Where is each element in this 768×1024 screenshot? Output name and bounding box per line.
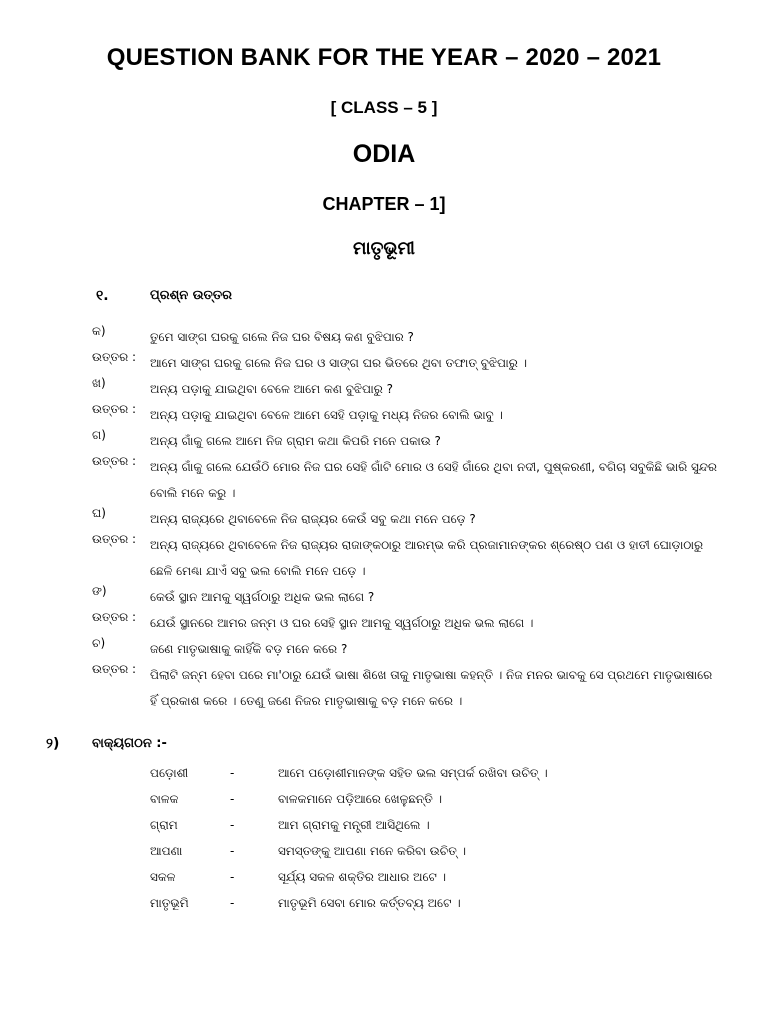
example-sentence: ସମସ୍ତଙ୍କୁ ଆପଣା ମନେ କରିବା ଉଚିତ୍ ।	[278, 844, 467, 858]
vocab-word: ଗ୍ରାମ	[150, 818, 178, 832]
question-label: ଗ)	[92, 428, 106, 442]
separator-dash: -	[230, 896, 235, 910]
sentence-row	[0, 818, 768, 844]
example-sentence: ମାତୃଭୂମି ସେବା ମୋର କର୍ତ୍ତବ୍ୟ ଅଟେ ।	[278, 896, 461, 910]
sentence-row	[0, 896, 768, 922]
answer-text: ଅନ୍ୟ ଗାଁକୁ ଗଲେ ଯେଉଁଠି ମୋର ନିଜ ଘର ସେହି ଗାଁଟି ମୋର ଓ ସେହି ଗାଁରେ ଥିବା ନଦୀ, ପୁଷ୍କରଣୀ, ବଗିଚା ସବୁକିଛି ଭାରି ସୁନ୍ଦର ବୋଲି ମନେ କରୁ ।	[150, 460, 718, 500]
sentence-row	[0, 766, 768, 792]
example-sentence: ବାଳକମାନେ ପଡ଼ିଆରେ ଖେଳୁଛନ୍ତି ।	[278, 792, 442, 806]
separator-dash: -	[230, 818, 235, 832]
answer-label: ଉତ୍ତର :	[92, 402, 137, 416]
question-text: ତୁମେ ସାଙ୍ଗ ଘରକୁ ଗଲେ ନିଜ ଘର ବିଷୟ କଣ ବୁଝିପାର ?	[150, 330, 414, 344]
answer-text: ଯେଉଁ ସ୍ଥାନରେ ଆମର ଜନ୍ମ ଓ ଘର ସେହି ସ୍ଥାନ ଆମକୁ ସ୍ୱର୍ଗଠାରୁ ଅଧିକ ଭଲ ଲାଗେ ।	[150, 616, 534, 630]
answer-label: ଉତ୍ତର :	[92, 454, 137, 468]
answer-text: ଆମେ ସାଙ୍ଗ ଘରକୁ ଗଲେ ନିଜ ଘର ଓ ସାଙ୍ଗ ଘର ଭିତରେ ଥିବା ତଫାତ୍ ବୁଝିପାରୁ ।	[150, 356, 528, 370]
section-2-number: ୨)	[46, 736, 60, 752]
question-label: କ)	[92, 324, 106, 338]
answer-label: ଉତ୍ତର :	[92, 610, 137, 624]
separator-dash: -	[230, 870, 235, 884]
separator-dash: -	[230, 766, 235, 780]
example-sentence: ଆମେ ପଡ଼ୋଶୀମାନଙ୍କ ସହିତ ଭଲ ସମ୍ପର୍କ ରଖିବା ଉଚିତ୍ ।	[278, 766, 548, 780]
question-label: ଖ)	[92, 376, 106, 390]
subject-heading: ODIA	[352, 140, 416, 168]
separator-dash: -	[230, 792, 235, 806]
answer-text: ଅନ୍ୟ ପଡ଼ାକୁ ଯାଇଥିବା ବେଳେ ଆମେ ସେହି ପଡ଼ାକୁ ମଧ୍ୟ ନିଜର ବୋଲି ଭାବୁ ।	[150, 408, 503, 422]
answer-label: ଉତ୍ତର :	[92, 532, 137, 546]
sentence-row	[0, 844, 768, 870]
question-label: ଙ)	[92, 584, 107, 598]
question-text: ଅନ୍ୟ ଗାଁକୁ ଗଲେ ଆମେ ନିଜ ଗ୍ରାମ କଥା କିପରି ମନେ ପକାଉ ?	[150, 434, 441, 448]
section-1-title: ପ୍ରଶ୍ନ ଉତ୍ତର	[150, 288, 232, 303]
sentence-row	[0, 792, 768, 818]
example-sentence: ଆମ ଗ୍ରାମକୁ ମନ୍ତ୍ରୀ ଆସିଥିଲେ ।	[278, 818, 430, 832]
lesson-title: ମାତୃଭୂମୀ	[353, 238, 415, 259]
question-label: ଘ)	[92, 506, 106, 520]
document-title: QUESTION BANK FOR THE YEAR – 2020 – 2021	[106, 44, 662, 71]
question-text: କେଉଁ ସ୍ଥାନ ଆମକୁ ସ୍ୱର୍ଗଠାରୁ ଅଧିକ ଭଲ ଲାଗେ ?	[150, 590, 375, 604]
vocab-word: ମାତୃଭୂମି	[150, 896, 189, 910]
section-2-title: ବାକ୍ୟଗଠନ :-	[92, 736, 167, 751]
example-sentence: ସୂର୍ଯ୍ୟ ସକଳ ଶକ୍ତିର ଆଧାର ଅଟେ ।	[278, 870, 447, 884]
answer-label: ଉତ୍ତର :	[92, 662, 137, 676]
question-text: ଜଣେ ମାତୃଭାଷାକୁ କାହିଁକି ବଡ଼ ମନେ କରେ ?	[150, 642, 348, 656]
question-text: ଅନ୍ୟ ପଡ଼ାକୁ ଯାଇଥିବା ବେଳେ ଆମେ କଣ ବୁଝିପାରୁ ?	[150, 382, 394, 396]
answer-text: ଅନ୍ୟ ରାଜ୍ୟରେ ଥିବାବେଳେ ନିଜ ରାଜ୍ୟର ରାଜାଙ୍କଠାରୁ ଆରମ୍ଭ କରି ପ୍ରଜାମାନଙ୍କର ଶ୍ରେଷ୍ଠ ପଣ ଓ ହାତୀ ଘୋଡ଼ାଠାରୁ ଛେଳି ମେଣ୍ଢା ଯାଏଁ ସବୁ ଭଲ ବୋଲି ମନେ ପଡ଼େ ।	[150, 538, 704, 578]
question-label: ଚ)	[92, 636, 106, 650]
separator-dash: -	[230, 844, 235, 858]
question-text: ଅନ୍ୟ ରାଜ୍ୟରେ ଥିବାବେଳେ ନିଜ ରାଜ୍ୟର କେଉଁ ସବୁ କଥା ମନେ ପଡ଼େ ?	[150, 512, 476, 526]
answer-text: ପିଲାଟି ଜନ୍ମ ହେବା ପରେ ମା'ଠାରୁ ଯେଉଁ ଭାଷା ଶିଖେ ତାକୁ ମାତୃଭାଷା କହନ୍ତି । ନିଜ ମନର ଭାବକୁ ସେ ପ୍ରଥମେ ମାତୃଭାଷାରେ ହିଁ ପ୍ରକାଶ କରେ । ତେଣୁ ଜଣେ ନିଜର ମାତୃଭାଷାକୁ ବଡ଼ ମନେ କରେ ।	[150, 668, 713, 708]
answer-label: ଉତ୍ତର :	[92, 350, 137, 364]
class-label: [ CLASS – 5 ]	[330, 98, 438, 117]
chapter-heading: CHAPTER – 1]	[322, 194, 446, 214]
vocab-word: ସକଳ	[150, 870, 176, 884]
section-1-number: ୧.	[96, 288, 109, 304]
vocab-word: ବାଳକ	[150, 792, 179, 806]
vocab-word: ପଡ଼ୋଶୀ	[150, 766, 189, 780]
vocab-word: ଆପଣା	[150, 844, 183, 858]
sentence-row	[0, 870, 768, 896]
